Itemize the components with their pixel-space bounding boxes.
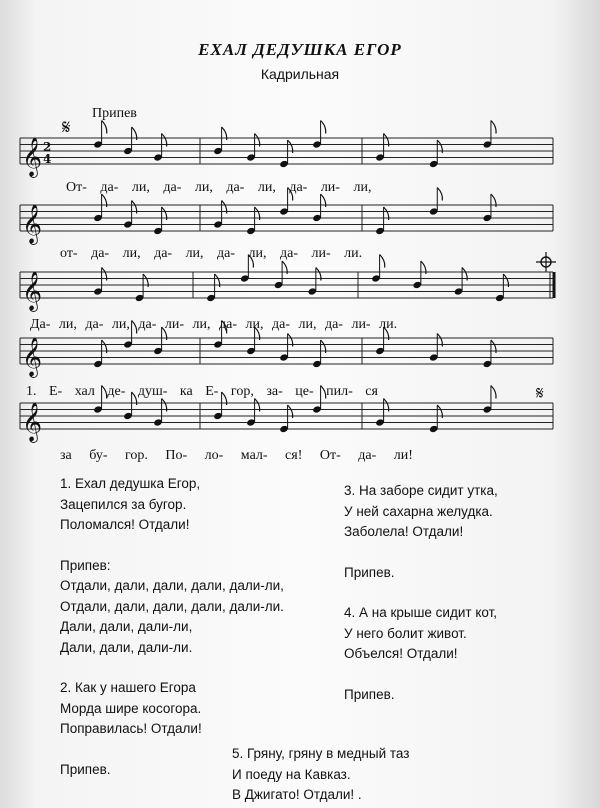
verse-1-line-2: Зацепился за бугор. bbox=[60, 496, 187, 512]
chorus-line-1: Отдали, дали, дали, дали, дали-ли, bbox=[60, 578, 284, 593]
verse-5-line-1: 5. Гряну, гряну в медный таз bbox=[232, 746, 410, 761]
verse-5 bbox=[232, 744, 409, 806]
lyric-line-5: за бу- гор. По- ло- мал- ся! От- да- ли! bbox=[60, 448, 413, 463]
chorus-line-2: Отдали, дали, дали, дали, дали-ли. bbox=[60, 598, 284, 614]
note-flag bbox=[102, 121, 107, 134]
verse-5-line-3: В Джигато! Отдали! . bbox=[232, 787, 362, 802]
verse-3-line-2: У ней сахарна желудка. bbox=[344, 503, 493, 519]
treble-clef-icon: 𝄞 bbox=[22, 137, 43, 177]
treble-clef-icon: 𝄞 bbox=[22, 337, 43, 377]
chorus-line-4: Дали, дали, дали-ли. bbox=[60, 639, 193, 655]
verse-3-line-1: 3. На заборе сидит утка, bbox=[344, 483, 498, 498]
verse-2-line-3: Поправилась! Отдали! bbox=[60, 721, 202, 736]
chorus-ref-3: Припев. bbox=[344, 686, 395, 702]
lyric-line-3: Да- ли, да- ли, да- ли- ли, да- ли, да- ли, да- ли- ли. bbox=[30, 317, 398, 332]
segno-icon: 𝄋 bbox=[62, 115, 71, 139]
verse-4-line-3: Объелся! Отдали! bbox=[344, 646, 458, 661]
verse-1-line-1: 1. Ехал дедушка Егор, bbox=[60, 476, 201, 491]
treble-clef-icon: 𝄞 bbox=[22, 204, 43, 244]
chorus-ref-1: Припев. bbox=[60, 761, 111, 777]
note-flag bbox=[380, 255, 385, 268]
verse-2-line-2: Морда шире косогора. bbox=[60, 700, 202, 716]
song-subtitle: Кадрильная bbox=[260, 66, 340, 82]
time-signature: 2 bbox=[43, 140, 52, 154]
lyric-line-4: 1. Е- хал де- душ- ка Е- гор, за- це- пил- ся bbox=[26, 384, 378, 399]
verses-left bbox=[60, 474, 284, 780]
time-signature: 4 bbox=[43, 152, 52, 166]
treble-clef-icon: 𝄞 bbox=[22, 271, 43, 311]
song-title: ЕХАЛ ДЕДУШКА ЕГОР bbox=[198, 40, 402, 59]
verse-5-line-2: И поеду на Кавказ. bbox=[232, 766, 351, 782]
chorus-label: Припев: bbox=[60, 557, 111, 573]
chorus-line-3: Дали, дали, дали-ли, bbox=[60, 619, 193, 634]
verse-3-line-3: Заболела! Отдали! bbox=[344, 524, 464, 539]
verse-4-line-2: У него болит живот. bbox=[344, 625, 467, 641]
treble-clef-icon: 𝄞 bbox=[22, 402, 43, 442]
verse-1-line-3: Поломался! Отдали! bbox=[60, 517, 190, 532]
verses-right bbox=[344, 481, 498, 705]
note-flag bbox=[491, 386, 496, 399]
note-flag bbox=[437, 188, 442, 201]
section-label-chorus: Припев bbox=[92, 106, 137, 121]
chorus-ref-2: Припев. bbox=[344, 564, 395, 580]
note-flag bbox=[491, 121, 496, 134]
note-flag bbox=[321, 121, 326, 134]
verse-4-line-1: 4. А на крыше сидит кот, bbox=[344, 605, 498, 620]
lyric-line-1: От- да- ли, да- ли, да- ли, да- ли- ли, bbox=[66, 180, 372, 195]
lyric-line-2: от- да- ли, да- ли, да- ли, да- ли- ли. bbox=[60, 246, 363, 261]
segno-icon: 𝄋 bbox=[536, 383, 544, 404]
verse-2-line-1: 2. Как у нашего Егора bbox=[60, 680, 196, 695]
